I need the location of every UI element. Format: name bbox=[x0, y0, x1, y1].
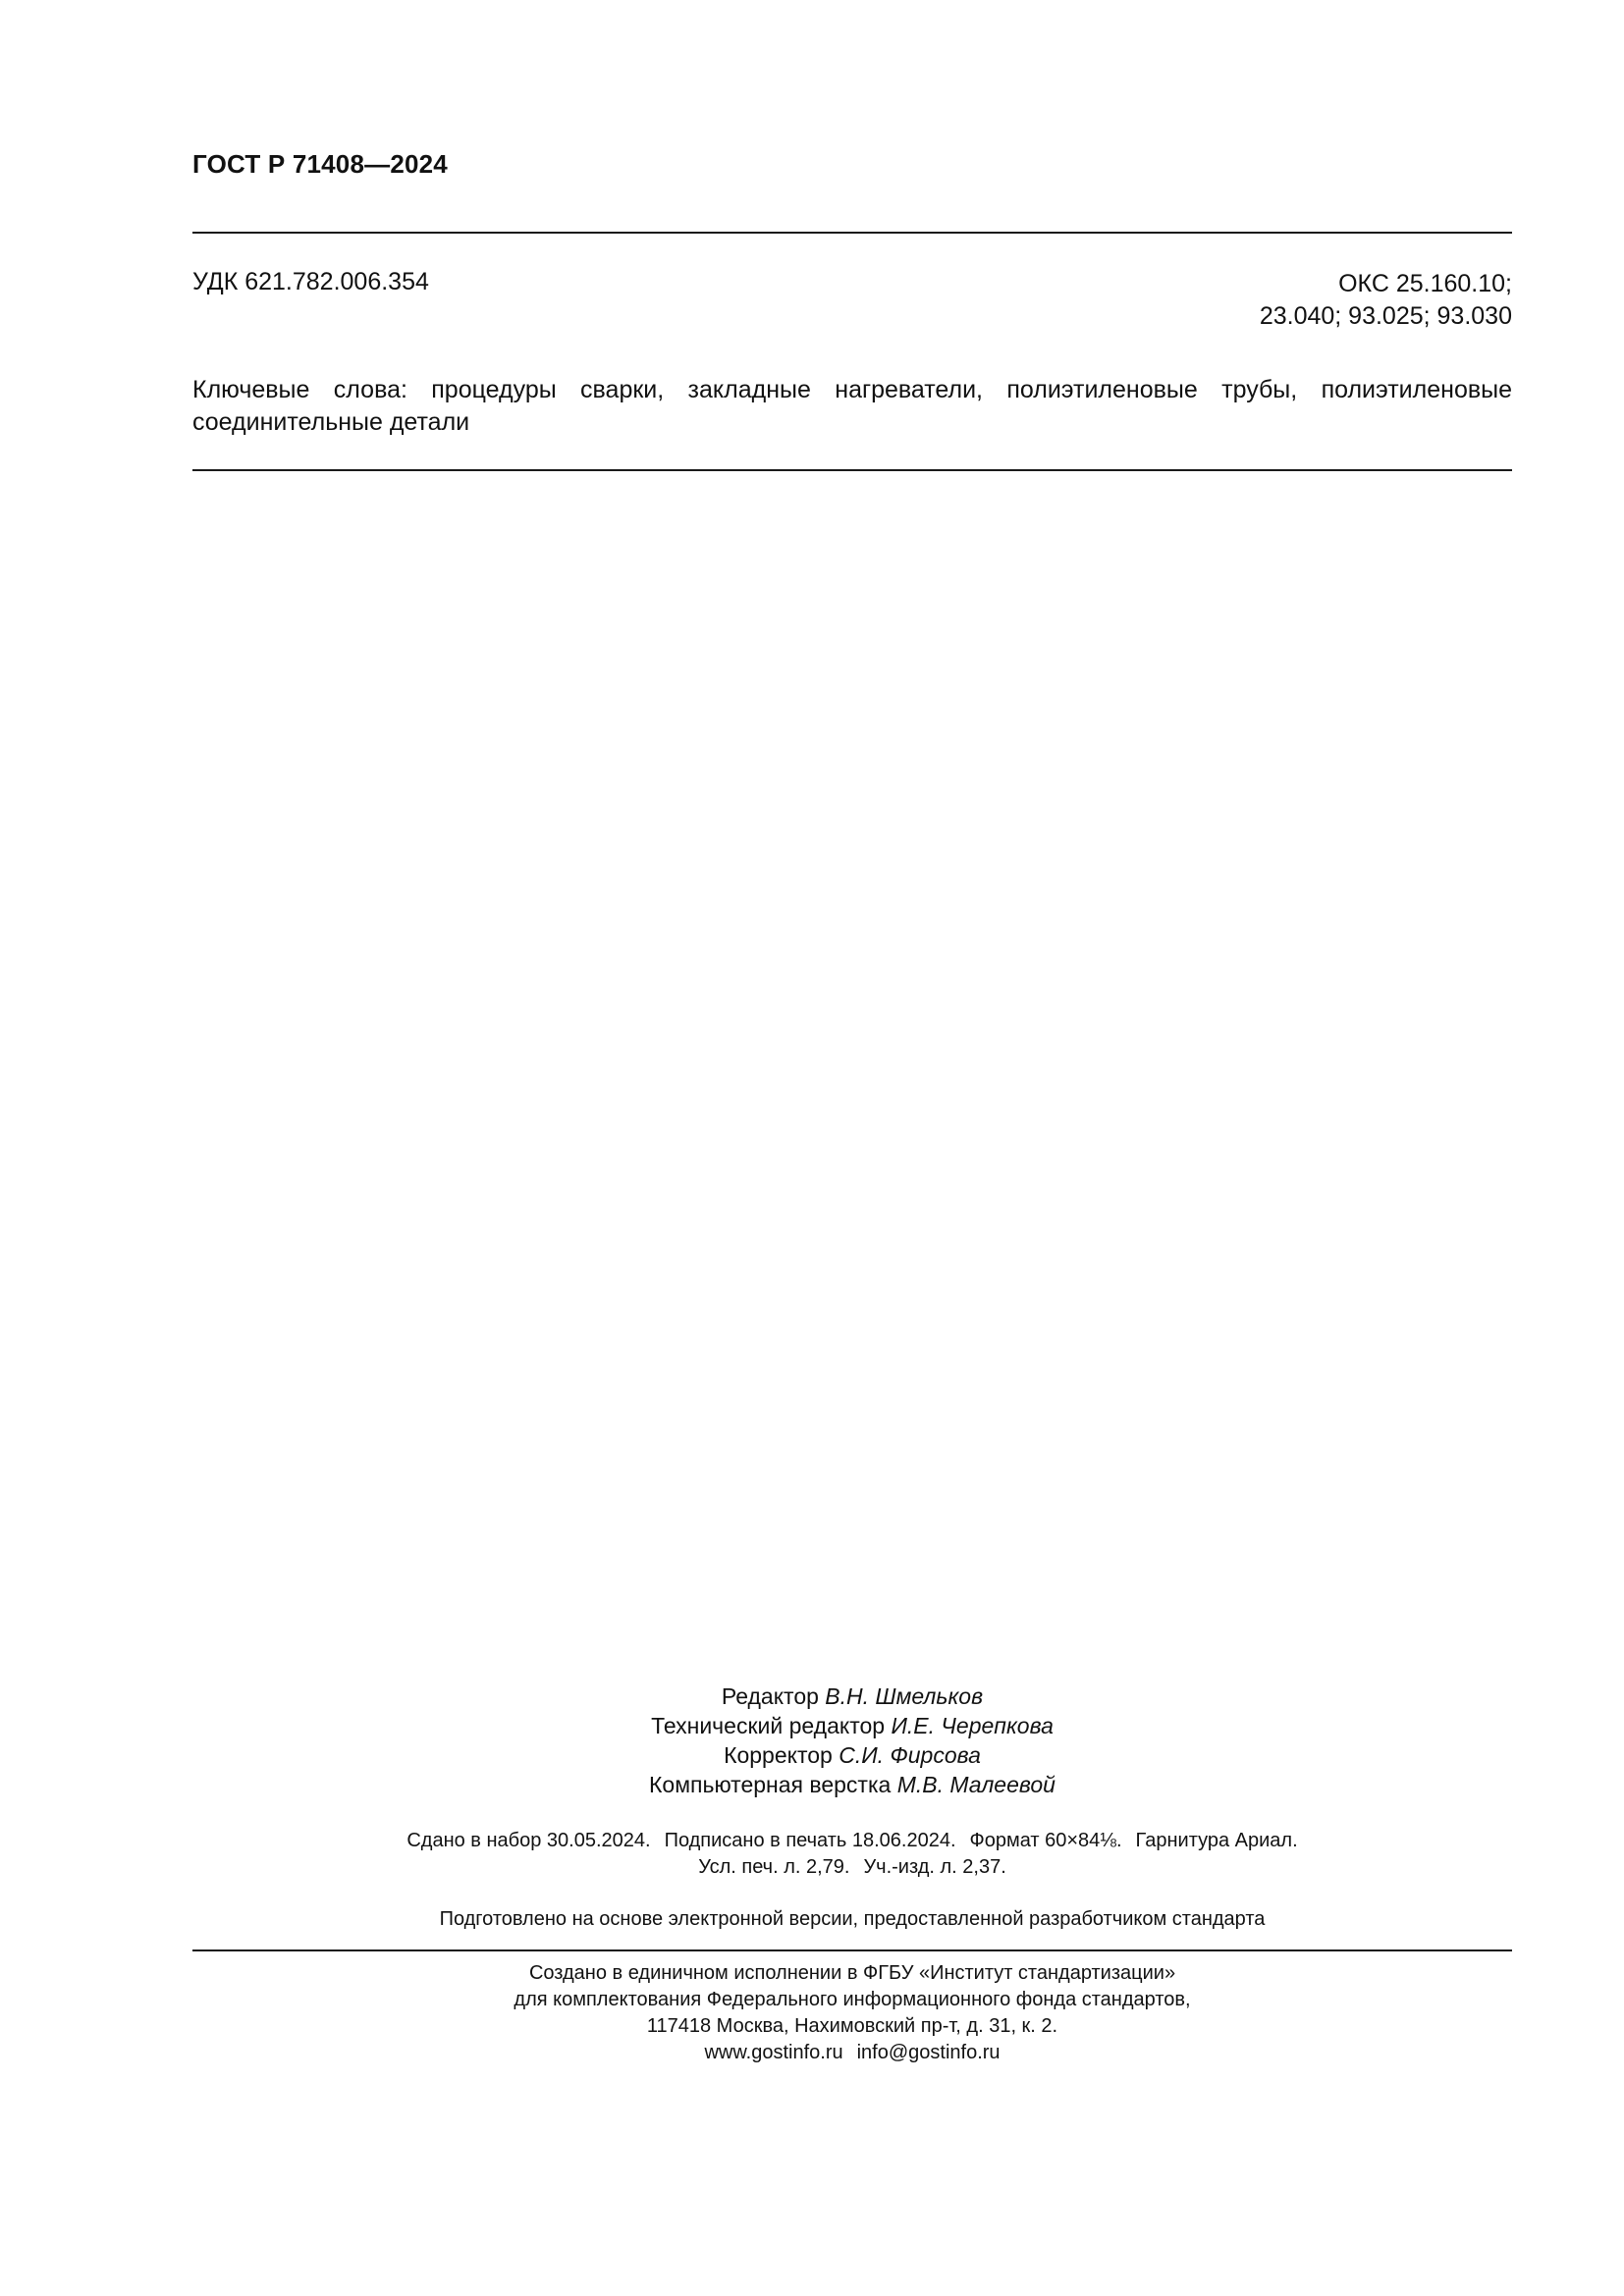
prepared-note: Подготовлено на основе электронной версии, предоставленной разработчиком стандарта bbox=[439, 1908, 1266, 1930]
layout-credit bbox=[192, 1770, 1512, 1799]
publishing-sheets: Уч.-изд. л. 2,37. bbox=[863, 1856, 1006, 1878]
print-sheets: Усл. печ. л. 2,79. bbox=[698, 1856, 850, 1878]
oks-line-2: 23.040; 93.025; 93.030 bbox=[1259, 302, 1512, 330]
editor-credit bbox=[192, 1682, 1512, 1711]
standard-code: ГОСТ Р 71408—2024 bbox=[192, 149, 448, 179]
tech-editor-role: Технический редактор bbox=[651, 1713, 892, 1738]
editor-name: В.Н. Шмельков bbox=[825, 1683, 984, 1709]
publisher-block bbox=[192, 1960, 1512, 2066]
email-link[interactable]: info@gostinfo.ru bbox=[856, 2042, 1001, 2063]
keywords-line-2: соединительные детали bbox=[192, 408, 470, 436]
submitted-date: Сдано в набор 30.05.2024. bbox=[406, 1830, 651, 1851]
layout-role: Компьютерная верстка bbox=[649, 1772, 897, 1797]
website-link[interactable]: www.gostinfo.ru bbox=[704, 2042, 843, 2063]
top-divider bbox=[192, 232, 1512, 234]
signed-date: Подписано в печать 18.06.2024. bbox=[664, 1830, 956, 1851]
publisher-line-2: для комплектования Федерального информационного фонда стандартов, bbox=[514, 1989, 1191, 2010]
paper-format: Формат 60×84⅛. bbox=[969, 1830, 1122, 1851]
keywords-block bbox=[192, 374, 1512, 439]
corrector-credit bbox=[192, 1740, 1512, 1770]
print-info-line-2 bbox=[192, 1854, 1512, 1881]
publisher-line-1: Создано в единичном исполнении в ФГБУ «Институт стандартизации» bbox=[528, 1962, 1176, 1984]
udk-code: УДК 621.782.006.354 bbox=[192, 268, 429, 295]
publisher-address: 117418 Москва, Нахимовский пр-т, д. 31, к. 2. bbox=[646, 2015, 1058, 2037]
publisher-contacts bbox=[192, 2040, 1512, 2066]
publisher-divider bbox=[192, 1949, 1512, 1951]
oks-codes bbox=[1260, 268, 1512, 333]
corrector-role: Корректор bbox=[724, 1742, 839, 1768]
tech-editor-name: И.Е. Черепкова bbox=[891, 1713, 1054, 1738]
editor-role: Редактор bbox=[721, 1683, 826, 1709]
layout-name: М.В. Малеевой bbox=[896, 1772, 1056, 1797]
keywords-divider bbox=[192, 469, 1512, 471]
oks-line-1: ОКС 25.160.10; bbox=[1338, 270, 1512, 297]
tech-editor-credit bbox=[192, 1711, 1512, 1740]
keywords-line-1: Ключевые слова: процедуры сварки, закладные нагреватели, полиэтиленовые трубы, полиэтиленовые bbox=[192, 376, 1512, 403]
corrector-name: С.И. Фирсова bbox=[839, 1742, 981, 1768]
print-info-line-1 bbox=[192, 1828, 1512, 1854]
credits-block bbox=[192, 1682, 1512, 1799]
print-info-block bbox=[192, 1828, 1512, 1881]
typeface: Гарнитура Ариал. bbox=[1135, 1830, 1298, 1851]
